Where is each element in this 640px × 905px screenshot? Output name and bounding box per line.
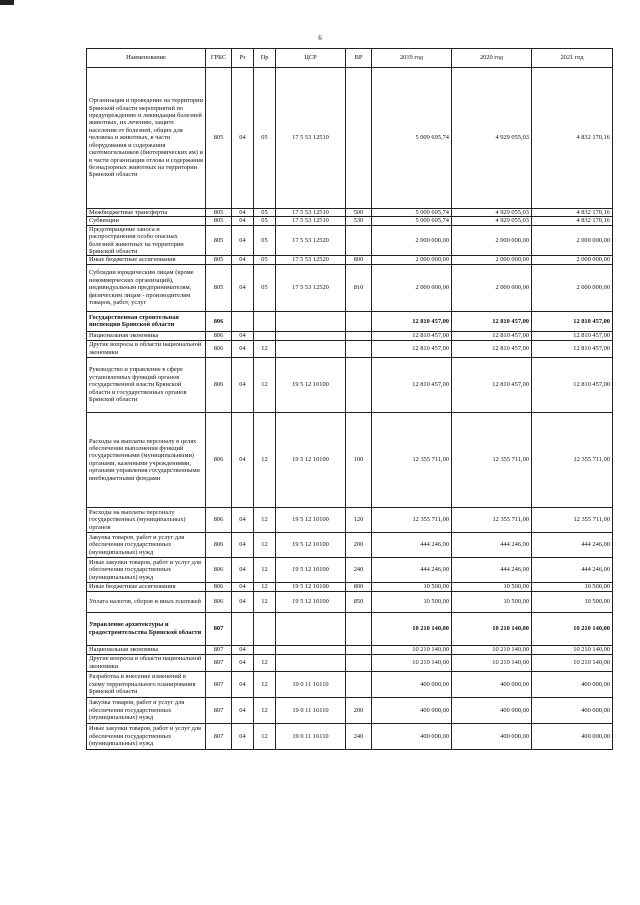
row-2019: 10 210 140,00 [372,645,452,654]
row-2021: 444 246,00 [532,557,613,582]
row-2021: 400 000,00 [532,697,613,723]
row-vr: 200 [346,697,372,723]
table-row [87,225,613,256]
row-2020: 400 000,00 [452,671,532,697]
row-name: Национальная экономика [87,645,206,654]
row-csr: 17 5 53 12520 [276,256,346,264]
row-csr: 19 5 12 10100 [276,582,346,591]
row-csr: 19 5 12 10100 [276,412,346,507]
row-name: Управление архитектуры и градостроительства Брянской области [87,612,206,645]
row-grbs: 805 [206,264,232,311]
row-csr: 19 0 11 16110 [276,723,346,749]
row-grbs: 806 [206,357,232,412]
row-name: Иные бюджетные ассигнования [87,256,206,264]
row-name: Расходы на выплаты персоналу государственных (муниципальных) органов [87,507,206,532]
row-2021: 12 355 711,00 [532,507,613,532]
header-name: Наименование [87,49,206,68]
row-vr: 800 [346,582,372,591]
table-row [87,340,613,357]
row-2020: 4 929 055,03 [452,209,532,217]
row-grbs: 806 [206,331,232,340]
row-rz: 04 [232,225,254,256]
row-2021: 10 210 140,00 [532,612,613,645]
row-grbs: 806 [206,591,232,612]
table-row [87,557,613,582]
row-2021: 10 210 140,00 [532,645,613,654]
row-2020: 444 246,00 [452,532,532,557]
row-vr: 240 [346,723,372,749]
row-vr [346,340,372,357]
row-name: Межбюджетные трансферты [87,209,206,217]
row-2020: 10 500,00 [452,591,532,612]
row-pr: 12 [254,557,276,582]
row-rz: 04 [232,256,254,264]
row-2021: 2 000 000,00 [532,256,613,264]
table-row [87,209,613,217]
row-grbs: 805 [206,225,232,256]
row-rz: 04 [232,532,254,557]
row-name: Предотвращение заноса и распространения особо опасных болезней животных на территории Брянской области [87,225,206,256]
row-rz: 04 [232,412,254,507]
row-2020: 4 929 055,03 [452,217,532,225]
row-2020: 2 000 000,00 [452,225,532,256]
row-rz: 04 [232,697,254,723]
row-grbs: 806 [206,582,232,591]
header-grbs: ГРБС [206,49,232,68]
row-csr: 17 5 53 12520 [276,225,346,256]
row-csr: 17 5 53 12510 [276,68,346,209]
row-csr [276,654,346,671]
row-pr: 05 [254,225,276,256]
row-grbs: 806 [206,311,232,331]
row-pr [254,311,276,331]
table-row [87,311,613,331]
row-rz: 04 [232,357,254,412]
row-2020: 400 000,00 [452,697,532,723]
scan-corner-mark [0,0,14,5]
row-csr [276,311,346,331]
row-2020: 10 500,00 [452,582,532,591]
row-2021: 4 832 170,16 [532,209,613,217]
row-csr: 19 5 12 10100 [276,532,346,557]
row-2021: 400 000,00 [532,723,613,749]
row-2021: 10 500,00 [532,582,613,591]
row-2021: 12 810 457,00 [532,331,613,340]
row-rz: 04 [232,340,254,357]
row-pr: 12 [254,412,276,507]
row-vr [346,68,372,209]
row-rz: 04 [232,217,254,225]
row-csr: 19 0 11 16110 [276,671,346,697]
row-pr: 05 [254,264,276,311]
row-pr: 12 [254,582,276,591]
row-pr: 12 [254,507,276,532]
row-pr: 12 [254,671,276,697]
row-grbs: 805 [206,217,232,225]
row-2020: 10 210 140,00 [452,612,532,645]
row-rz [232,311,254,331]
row-name: Другие вопросы в области национальной экономики [87,654,206,671]
row-2021: 10 210 140,00 [532,654,613,671]
row-csr: 17 5 53 12510 [276,209,346,217]
row-pr: 05 [254,217,276,225]
row-csr: 19 5 12 10100 [276,357,346,412]
row-vr [346,311,372,331]
row-csr: 19 5 12 10100 [276,507,346,532]
row-2019: 5 009 695,74 [372,209,452,217]
row-2019: 12 810 457,00 [372,331,452,340]
row-pr [254,331,276,340]
row-rz: 04 [232,654,254,671]
table-row [87,68,613,209]
table-row [87,671,613,697]
row-csr: 19 5 12 10100 [276,557,346,582]
row-2019: 12 355 711,00 [372,507,452,532]
row-name: Субвенции [87,217,206,225]
row-2020: 2 000 000,00 [452,256,532,264]
table-row [87,331,613,340]
row-vr [346,645,372,654]
row-vr: 800 [346,256,372,264]
table-row [87,412,613,507]
row-name: Расходы на выплаты персоналу в целях обеспечения выполнения функций государственными (муниципальными) органами, казенными учреждениями, органами управления государственными внебюджетными фондами [87,412,206,507]
row-csr [276,331,346,340]
table-header-row [87,49,613,68]
row-vr [346,612,372,645]
header-2019: 2019 год [372,49,452,68]
table-row [87,532,613,557]
row-csr [276,612,346,645]
row-2019: 10 210 140,00 [372,654,452,671]
row-2020: 12 810 457,00 [452,331,532,340]
row-grbs: 807 [206,612,232,645]
row-grbs: 807 [206,645,232,654]
row-grbs: 805 [206,68,232,209]
row-csr [276,645,346,654]
table-row [87,697,613,723]
row-pr: 05 [254,209,276,217]
row-2021: 10 500,00 [532,591,613,612]
row-name: Руководство и управление в сфере установленных функций органов государственной власти Брянской области и государственных органов Брянской области [87,357,206,412]
table-row [87,217,613,225]
row-rz: 04 [232,331,254,340]
row-vr: 530 [346,217,372,225]
row-name: Другие вопросы в области национальной экономики [87,340,206,357]
row-name: Иные закупки товаров, работ и услуг для обеспечения государственных (муниципальных) нужд [87,723,206,749]
row-vr [346,331,372,340]
row-2019: 2 000 000,00 [372,225,452,256]
table-row [87,582,613,591]
row-2021: 400 000,00 [532,671,613,697]
row-pr: 12 [254,697,276,723]
row-name: Уплата налогов, сборов и иных платежей [87,591,206,612]
row-grbs: 807 [206,671,232,697]
row-rz: 04 [232,645,254,654]
row-rz: 04 [232,557,254,582]
header-rz: Рз [232,49,254,68]
row-vr: 500 [346,209,372,217]
table-row [87,264,613,311]
row-2019: 400 000,00 [372,697,452,723]
row-pr: 05 [254,256,276,264]
table-row [87,507,613,532]
row-2020: 10 210 140,00 [452,654,532,671]
header-2020: 2020 год [452,49,532,68]
row-2020: 12 355 711,00 [452,412,532,507]
row-pr: 12 [254,654,276,671]
row-2020: 12 810 457,00 [452,357,532,412]
row-csr: 19 5 12 10100 [276,591,346,612]
row-2019: 12 810 457,00 [372,311,452,331]
table-row [87,612,613,645]
row-2021: 12 810 457,00 [532,340,613,357]
row-2019: 12 810 457,00 [372,340,452,357]
table-row [87,654,613,671]
row-pr: 12 [254,532,276,557]
row-2020: 10 210 140,00 [452,645,532,654]
row-rz: 04 [232,264,254,311]
row-rz: 04 [232,582,254,591]
row-2019: 12 810 457,00 [372,357,452,412]
row-name: Национальная экономика [87,331,206,340]
row-grbs: 806 [206,340,232,357]
row-name: Иные бюджетные ассигнования [87,582,206,591]
row-vr: 240 [346,557,372,582]
row-grbs: 805 [206,256,232,264]
row-grbs: 807 [206,723,232,749]
row-2019: 2 000 000,00 [372,264,452,311]
row-2019: 5 009 695,74 [372,68,452,209]
row-vr: 200 [346,532,372,557]
row-csr [276,340,346,357]
row-rz: 04 [232,68,254,209]
row-vr: 810 [346,264,372,311]
row-grbs: 806 [206,507,232,532]
row-grbs: 806 [206,532,232,557]
row-rz [232,612,254,645]
row-name: Субсидии юридическим лицам (кроме некоммерческих организаций), индивидуальным предпринимателям, физическим лицам - производителям товаров, работ, услуг [87,264,206,311]
row-2019: 444 246,00 [372,532,452,557]
row-2019: 10 210 140,00 [372,612,452,645]
row-pr [254,645,276,654]
row-vr [346,357,372,412]
row-vr [346,654,372,671]
table-row [87,645,613,654]
row-rz: 04 [232,507,254,532]
row-2019: 12 355 711,00 [372,412,452,507]
row-grbs: 807 [206,697,232,723]
row-pr: 12 [254,723,276,749]
row-name: Закупка товаров, работ и услуг для обеспечения государственных (муниципальных) нужд [87,697,206,723]
header-pr: Пр [254,49,276,68]
row-2021: 12 810 457,00 [532,311,613,331]
row-vr [346,671,372,697]
row-2020: 444 246,00 [452,557,532,582]
row-name: Закупка товаров, работ и услуг для обеспечения государственных (муниципальных) нужд [87,532,206,557]
row-rz: 04 [232,723,254,749]
row-rz: 04 [232,591,254,612]
row-2021: 4 832 170,16 [532,68,613,209]
row-2019: 5 009 695,74 [372,217,452,225]
header-csr: ЦСР [276,49,346,68]
row-2021: 4 832 170,16 [532,217,613,225]
row-2019: 400 000,00 [372,723,452,749]
row-pr: 05 [254,68,276,209]
table-body [87,68,613,750]
row-grbs: 806 [206,557,232,582]
budget-table [86,48,613,750]
row-name: Разработка и внесение изменений в схему территориального планирования Брянской области [87,671,206,697]
row-2019: 10 500,00 [372,582,452,591]
row-2021: 12 355 711,00 [532,412,613,507]
row-2020: 12 810 457,00 [452,340,532,357]
row-vr: 120 [346,507,372,532]
row-name: Иные закупки товаров, работ и услуг для обеспечения государственных (муниципальных) нужд [87,557,206,582]
header-vr: ВР [346,49,372,68]
row-grbs: 806 [206,412,232,507]
row-pr [254,612,276,645]
row-rz: 04 [232,671,254,697]
row-grbs: 805 [206,209,232,217]
table-row [87,723,613,749]
row-name: Государственная строительная инспекция Брянской области [87,311,206,331]
row-2020: 400 000,00 [452,723,532,749]
row-2019: 444 246,00 [372,557,452,582]
row-2020: 2 000 000,00 [452,264,532,311]
row-2021: 12 810 457,00 [532,357,613,412]
row-2020: 12 810 457,00 [452,311,532,331]
page-number: 6 [318,34,322,42]
row-2021: 2 000 000,00 [532,225,613,256]
row-csr: 17 5 53 12520 [276,264,346,311]
row-rz: 04 [232,209,254,217]
row-vr: 850 [346,591,372,612]
row-2019: 2 000 000,00 [372,256,452,264]
row-vr: 100 [346,412,372,507]
row-csr: 17 5 53 12510 [276,217,346,225]
row-2019: 400 000,00 [372,671,452,697]
row-pr: 12 [254,591,276,612]
row-csr: 19 0 11 16110 [276,697,346,723]
row-2020: 4 929 055,03 [452,68,532,209]
table-row [87,591,613,612]
row-vr [346,225,372,256]
table-row [87,256,613,264]
row-pr: 12 [254,357,276,412]
row-name: Организация и проведение на территории Брянской области мероприятий по предупреждению и ликвидации болезней животных, их лечению, защите населения от болезней, общих для человека и животных, в части оборудования и содержания скотомогильников (биотермических ям) и в части организации отлова и содержания безнадзорных животных на территории Брянской области [87,68,206,209]
row-2020: 12 355 711,00 [452,507,532,532]
header-2021: 2021 год [532,49,613,68]
row-pr: 12 [254,340,276,357]
table-row [87,357,613,412]
row-2019: 10 500,00 [372,591,452,612]
row-grbs: 807 [206,654,232,671]
row-2021: 444 246,00 [532,532,613,557]
row-2021: 2 000 000,00 [532,264,613,311]
